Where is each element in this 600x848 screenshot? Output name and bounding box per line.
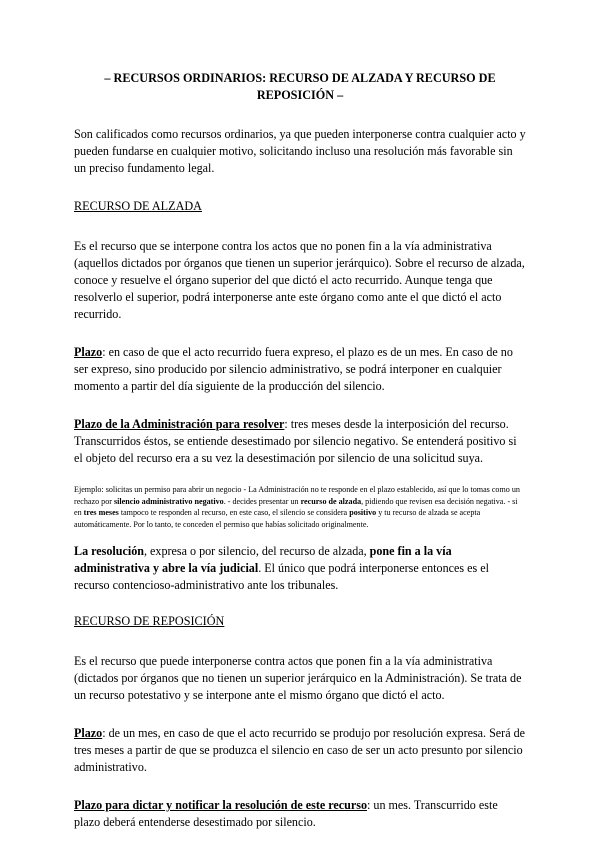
resolucion-text-1: , expresa o por silencio, del recurso de alzada, bbox=[144, 544, 370, 559]
alzada-plazo-text: : en caso de que el acto recurrido fuera expreso, el plazo es de un mes. En caso de no ser expreso, sino producido por silencio administrativo, se podrá interponer en cualquier momento a partir del día siguiente de la producción del silencio. bbox=[74, 345, 513, 393]
alzada-plazo-label: Plazo bbox=[74, 345, 103, 359]
resolucion-text-2: . El único que podrá interponerse entonces es el recurso contencioso-administrativo ante los tribunales. bbox=[74, 561, 489, 593]
alzada-plazo-admin-label: Plazo de la Administración para resolver bbox=[74, 417, 285, 431]
example-text-5: y tu recurso de alzada se acepta automáticamente. Por lo tanto, te conceden el permiso que habías solicitado originalmente. bbox=[74, 508, 481, 529]
section-heading-alzada: RECURSO DE ALZADA bbox=[74, 199, 202, 213]
intro-paragraph: Son calificados como recursos ordinarios, ya que pueden interponerse contra cualquier acto y pueden fundarse en cualquier motivo, solicitando incluso una resolución más favorable sin un preciso fundamento legal. bbox=[74, 127, 526, 175]
alzada-resolucion-paragraph bbox=[74, 543, 526, 594]
reposicion-plazo-label: Plazo bbox=[74, 726, 103, 741]
example-bold-1: silencio administrativo negativo bbox=[114, 496, 224, 506]
reposicion-plazo-dictar-label: Plazo para dictar y notificar la resolución de este recurso bbox=[74, 798, 368, 813]
example-text-1: Ejemplo: solicitas un permiso para abrir un negocio - La Administración no te responde en el plazo establecido, así que lo tomas como un rechazo por bbox=[74, 485, 520, 506]
reposicion-plazo-paragraph bbox=[74, 725, 526, 776]
example-bold-2: recurso de alzada bbox=[300, 496, 362, 506]
example-text-3: , pidiendo que revisen esa decisión negativa. - si en bbox=[74, 496, 518, 518]
example-bold-3: tres meses bbox=[83, 508, 119, 518]
example-bold-4: positivo bbox=[349, 508, 377, 518]
alzada-plazo-admin-paragraph bbox=[74, 416, 526, 467]
alzada-plazo-paragraph bbox=[74, 344, 526, 395]
resolucion-bold-1: La resolución bbox=[74, 544, 144, 559]
document-title: – RECURSOS ORDINARIOS: RECURSO DE ALZADA Y RECURSO DE REPOSICIÓN – bbox=[104, 71, 496, 102]
resolucion-bold-2: pone fin a la vía administrativa y abre la vía judicial bbox=[74, 544, 452, 576]
alzada-plazo-admin-text: : tres meses desde la interposición del recurso. Transcurridos éstos, se entiende desestimado por silencio negativo. Se entenderá positivo si el objeto del recurso era a su vez la desestimación por silencio de una solicitud suya. bbox=[74, 417, 517, 465]
example-text-4: tampoco te responden al recurso, en este caso, el silencio se considera bbox=[118, 508, 350, 518]
alzada-definition: Es el recurso que se interpone contra los actos que no ponen fin a la vía administrativa (aquellos dictados por órganos que tienen un superior jerárquico). Sobre el recurso de alzada, conoce y resuelve el órgano superior del que dictó el acto recurrido. Aunque tenga que resolverlo el superior, podrá interponerse ante este órgano como ante el que dictó el acto recurrido. bbox=[74, 239, 525, 321]
example-text-2: . - decides presentar un bbox=[223, 496, 301, 506]
alzada-example bbox=[74, 484, 526, 530]
reposicion-plazo-text: : de un mes, en caso de que el acto recurrido se produjo por resolución expresa. Será de tres meses a partir de que se produzca el silencio en caso de ser un acto presunto por silencio administrativo. bbox=[74, 726, 526, 775]
section-heading-reposicion: RECURSO DE REPOSICIÓN bbox=[74, 614, 225, 629]
reposicion-plazo-dictar-text: : un mes. Transcurrido este plazo deberá entenderse desestimado por silencio. bbox=[74, 798, 498, 830]
reposicion-definition: Es el recurso que puede interponerse contra actos que ponen fin a la vía administrativa (dictados por órganos que no tienen un superior jerárquico en la Administración). Se trata de un recurso potestativo y se interpone ante el mismo órgano que dictó el acto. bbox=[74, 654, 522, 703]
reposicion-plazo-dictar-paragraph bbox=[74, 797, 526, 831]
